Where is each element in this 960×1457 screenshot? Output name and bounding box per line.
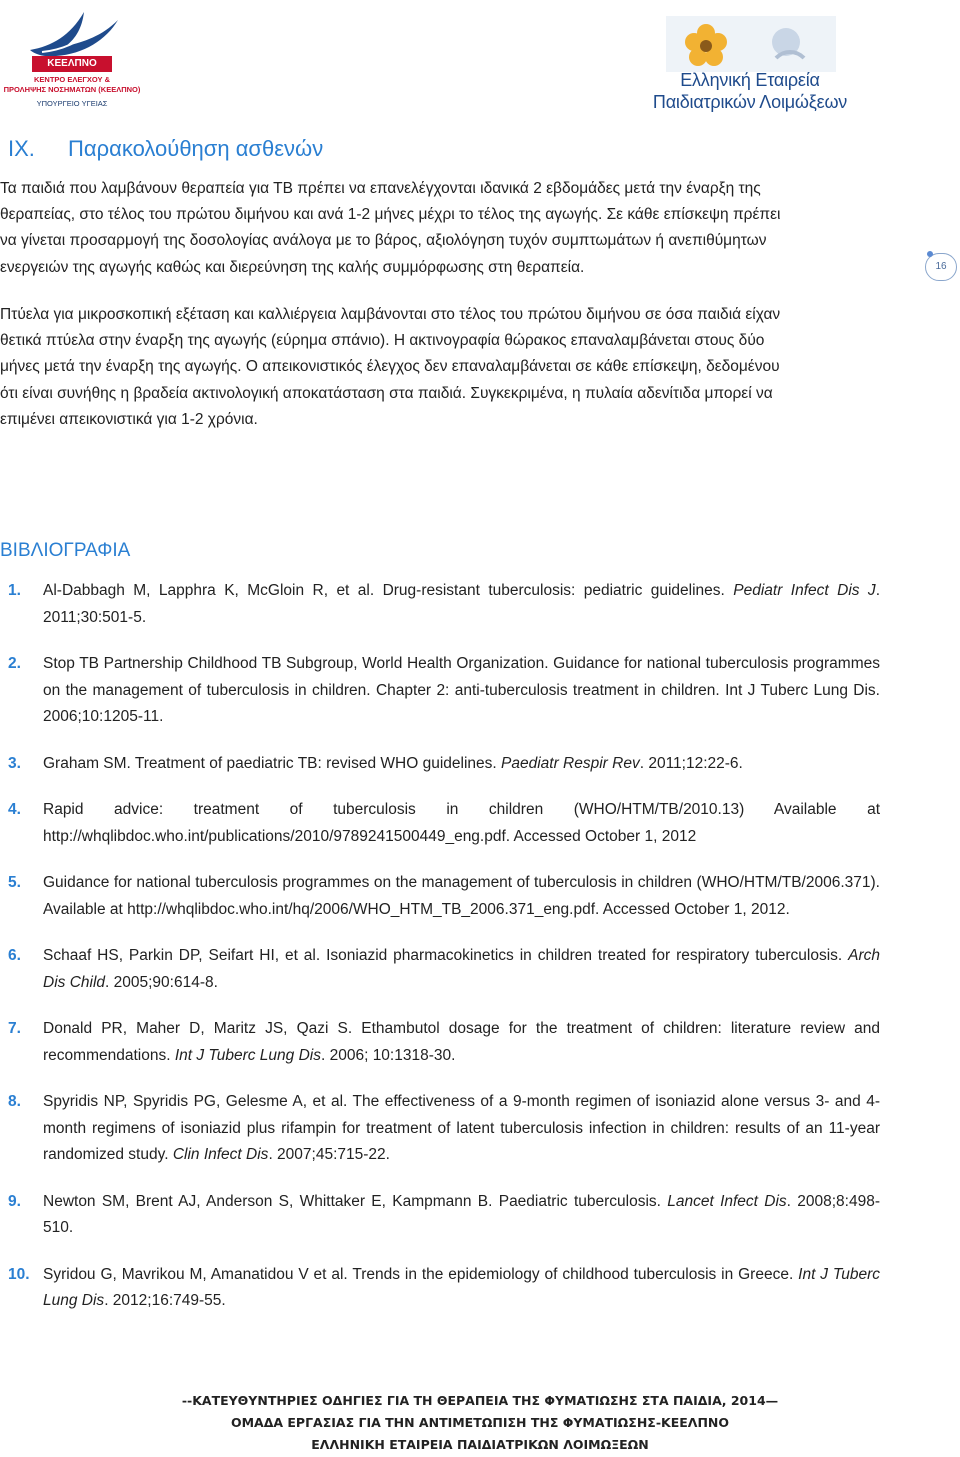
keelpno-logo	[2, 4, 142, 110]
reference-citation: . 2008;8:498-510.	[43, 1192, 881, 1236]
section-heading	[8, 136, 323, 162]
section-number: IX.	[8, 136, 35, 161]
reference-text: Newton SM, Brent AJ, Anderson S, Whittaker E, Kampmann B. Paediatric tuberculosis.	[43, 1192, 668, 1210]
keelpno-line1: ΚΕΝΤΡΟ ΕΛΕΓΧΟΥ &	[34, 75, 110, 84]
paragraph-line: θετικά πτύελα στην έναρξη της αγωγής (εύρημα σπάνιο). Η ακτινογραφία θώρακος επαναλαμβάνεται στους δύο	[0, 332, 765, 350]
reference-number: 6.	[8, 947, 21, 964]
reference-citation: . 2011;12:22-6.	[639, 754, 743, 772]
flower-emblem-icon	[636, 16, 864, 78]
reference-text: Schaaf HS, Parkin DP, Seifart HI, et al. Isoniazid pharmacokinetics in children treated for respiratory tuberculosis.	[43, 947, 849, 964]
reference-item	[0, 1016, 880, 1069]
society-logo	[636, 16, 866, 114]
paragraph-line: ενεργειών της αγωγής καθώς και διερεύνηση της καλής συμμόρφωσης στη θεραπεία.	[0, 258, 585, 276]
paragraph-line: Πτύελα για μικροσκοπική εξέταση και καλλιέργεια λαμβάνονται στο τέλος του πρώτου διμήνου σε όσα παιδιά είχαν	[0, 306, 781, 323]
reference-number: 8.	[8, 1093, 21, 1110]
references-list	[0, 578, 880, 1335]
reference-number: 7.	[8, 1020, 21, 1037]
paragraph-line: θεραπείας, στο τέλος του πρώτου διμήνου και ανά 1-2 μήνες μέχρι το τέλος της αγωγής. Σε κάθε επίσκεψη πρέπει	[0, 206, 781, 224]
reference-journal: Int J Tuberc Lung Dis	[174, 1046, 321, 1064]
reference-item	[0, 751, 880, 778]
keelpno-line2: ΠΡΟΛΗΨΗΣ ΝΟΣΗΜΑΤΩΝ (ΚΕΕΛΠΝΟ)	[3, 85, 141, 94]
paragraph-line: να γίνεται προσαρμογή της δοσολογίας ανάλογα με το βάρος, αξιολόγηση τυχόν συμπτωμάτων ή ανεπιθύμητων	[0, 232, 767, 250]
paragraph-line: επιμένει απεικονιστικά για 1-2 χρόνια.	[0, 410, 258, 428]
reference-number: 2.	[8, 655, 21, 672]
reference-item	[0, 1262, 880, 1315]
keelpno-name: ΚΕΕΛΠΝΟ	[32, 56, 112, 72]
reference-item	[0, 578, 880, 631]
reference-item	[0, 1189, 880, 1242]
ministry-label: ΥΠΟΥΡΓΕΙΟ ΥΓΕΙΑΣ	[36, 99, 108, 108]
reference-text: Rapid advice: treatment of tuberculosis in children (WHO/HTM/TB/2010.13) Available at http://whqlibdoc.who.int/publications/2010/9789241500449_eng.pdf. Accessed October 1, 2012	[43, 801, 880, 845]
reference-journal: Clin Infect Dis	[172, 1146, 269, 1163]
reference-text: Guidance for national tuberculosis programmes on the management of tuberculosis in children (WHO/HTM/TB/2006.371). Available at http://whqlibdoc.who.int/hq/2006/WHO_HTM_TB_2006.371_eng.pdf. Accessed October 1, 2012.	[43, 874, 880, 918]
reference-journal: Paediatr Respir Rev	[501, 754, 640, 772]
reference-text: Syridou G, Mavrikou M, Amanatidou V et al. Trends in the epidemiology of childhood tuberculosis in Greece.	[43, 1265, 799, 1283]
footer-line2: ΟΜΑΔΑ ΕΡΓΑΣΙΑΣ ΓΙΑ ΤΗΝ ΑΝΤΙΜΕΤΩΠΙΣΗ ΤΗΣ ΦΥΜΑΤΙΩΣΗΣ-ΚΕΕΛΠΝΟ	[230, 1415, 730, 1430]
reference-citation: . 2012;16:749-55.	[104, 1292, 226, 1309]
reference-citation: . 2011;30:501-5.	[43, 582, 880, 626]
reference-item	[0, 870, 880, 923]
reference-citation: . 2007;45:715-22.	[268, 1146, 390, 1163]
references-heading: ΒΙΒΛΙΟΓΡΑΦΙΑ	[0, 540, 131, 561]
paragraph-line: Τα παιδιά που λαμβάνουν θεραπεία για ΤΒ πρέπει να επανελέγχονται ιδανικά 2 εβδομάδες μετά την έναρξη της	[0, 180, 761, 197]
reference-item	[0, 943, 880, 996]
reference-number: 10.	[8, 1265, 30, 1283]
reference-journal: Arch Dis Child	[43, 947, 880, 991]
reference-text: Spyridis NP, Spyridis PG, Gelesme A, et al. The effectiveness of a 9-month regimen of isoniazid alone versus 3- and 4-month regimens of isoniazid plus rifampin for treatment of latent tuberculosis infection in children: results of an 11-year randomized study.	[43, 1093, 880, 1163]
reference-number: 3.	[8, 754, 21, 772]
reference-journal: Int J Tuberc Lung Dis	[43, 1265, 881, 1309]
reference-number: 9.	[8, 1192, 21, 1210]
footer-line1: --ΚΑΤΕΥΘΥΝΤΗΡΙΕΣ ΟΔΗΓΙΕΣ ΓΙΑ ΤΗ ΘΕΡΑΠΕΙΑ ΤΗΣ ΦΥΜΑΤΙΩΣΗΣ ΣΤΑ ΠΑΙΔΙΑ, 2014—	[181, 1393, 779, 1408]
page-number: 16	[925, 253, 957, 281]
reference-number: 1.	[8, 582, 21, 599]
reference-item	[0, 797, 880, 850]
section-title: Παρακολούθηση ασθενών	[68, 136, 324, 161]
reference-citation: . 2005;90:614-8.	[105, 973, 218, 991]
paragraph-line: μήνες μετά την έναρξη της αγωγής. Ο απεικονιστικός έλεγχος δεν επαναλαμβάνεται σε κάθε επίσκεψη, δεδομένου	[0, 358, 780, 376]
society-name-line1: Ελληνική Εταιρεία	[680, 70, 820, 90]
reference-citation: . 2006; 10:1318-30.	[320, 1046, 456, 1064]
reference-journal: Lancet Infect Dis	[667, 1192, 787, 1210]
reference-text: Donald PR, Maher D, Maritz JS, Qazi S. Ethambutol dosage for the treatment of children: literature review and recommendations.	[43, 1020, 880, 1064]
reference-text: Stop TB Partnership Childhood TB Subgroup, World Health Organization. Guidance for national tuberculosis programmes on the management of tuberculosis in children. Chapter 2: anti-tuberculosis treatment in children. Int J Tuberc Lung Dis. 2006;10:1205-11.	[43, 655, 880, 725]
reference-item	[0, 1089, 880, 1169]
paragraph-imaging	[0, 302, 890, 433]
society-name-line2: Παιδιατρικών Λοιμώξεων	[652, 92, 848, 112]
reference-number: 5.	[8, 874, 21, 891]
dove-icon	[22, 6, 122, 62]
reference-text: Al-Dabbagh M, Lapphra K, McGloin R, et al. Drug-resistant tuberculosis: pediatric guidelines.	[43, 582, 734, 599]
reference-journal: Pediatr Infect Dis J	[733, 582, 876, 599]
paragraph-followup	[0, 176, 890, 281]
reference-number: 4.	[8, 801, 21, 818]
reference-text: Graham SM. Treatment of paediatric TB: revised WHO guidelines.	[43, 754, 502, 772]
footer-line3: ΕΛΛΗΝΙΚΗ ΕΤΑΙΡΕΙΑ ΠΑΙΔΙΑΤΡΙΚΩΝ ΛΟΙΜΩΞΕΩΝ	[311, 1437, 649, 1452]
reference-item	[0, 651, 880, 731]
paragraph-line: ότι είναι συνήθης η βραδεία ακτινολογική αποκατάσταση στα παιδιά. Συγκεκριμένα, η πυλαία αδενίτιδα μπορεί να	[0, 384, 773, 402]
